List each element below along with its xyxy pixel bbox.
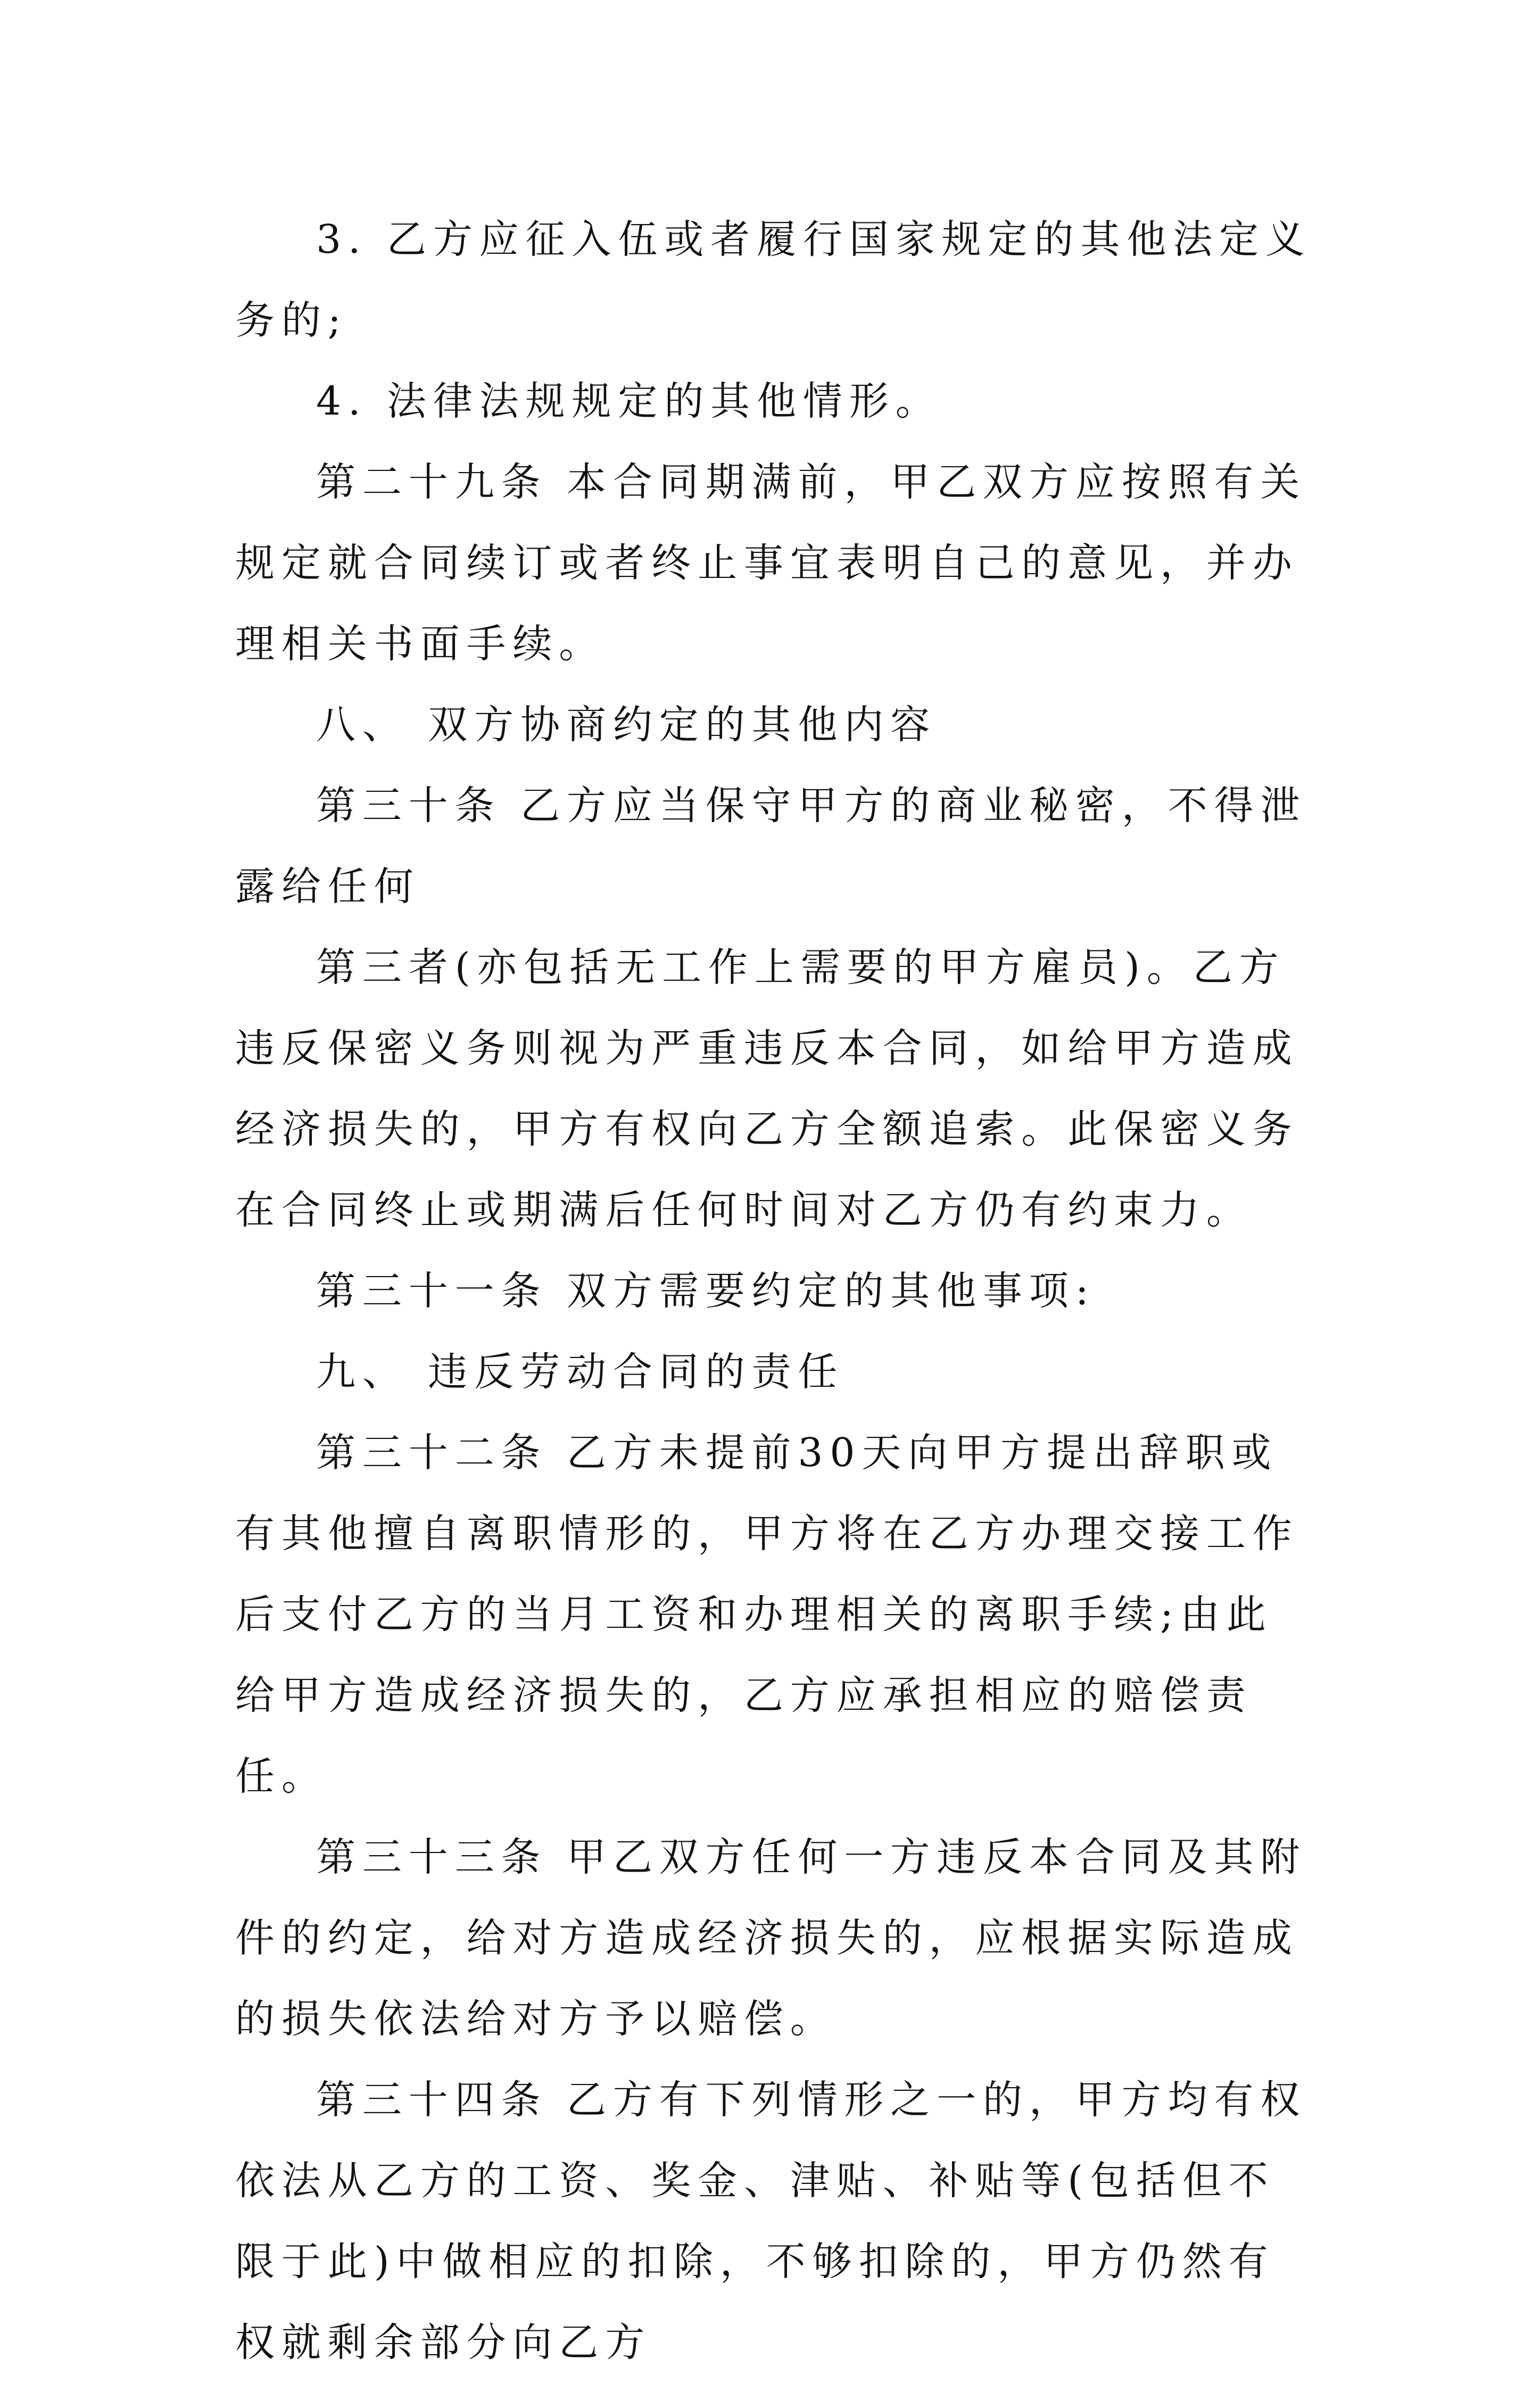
- paragraph-clause-4: 4. 法律法规规定的其他情形。: [316, 378, 942, 424]
- document-body: [235, 199, 1315, 2383]
- paragraph-article-29: 第二十九条 本合同期满前，甲乙双方应按照有关规定就合同续订或者终止事宜表明自己的意见，并办理相关书面手续。: [235, 459, 1307, 667]
- paragraph-article-32: 第三十二条 乙方未提前30天向甲方提出辞职或有其他擅自离职情形的，甲方将在乙方办理交接工作后支付乙方的当月工资和办理相关的离职手续;由此给甲方造成经济损失的，乙方应承担相应的赔偿责任。: [235, 1430, 1299, 1799]
- paragraph-article-34: 第三十四条 乙方有下列情形之一的，甲方均有权依法从乙方的工资、奖金、津贴、补贴等(包括但不限于此)中做相应的扣除，不够扣除的，甲方仍然有权就剩余部分向乙方: [235, 2077, 1307, 2365]
- section-heading-9: 九、 违反劳动合同的责任: [316, 1349, 844, 1395]
- paragraph-article-33: 第三十三条 甲乙双方任何一方违反本合同及其附件的约定，给对方造成经济损失的，应根据实际造成的损失依法给对方予以赔偿。: [235, 1834, 1307, 2042]
- paragraph-article-30: 第三十条 乙方应当保守甲方的商业秘密，不得泄露给任何: [235, 783, 1307, 909]
- paragraph-clause-3: 3. 乙方应征入伍或者履行国家规定的其他法定义务的;: [235, 217, 1312, 343]
- paragraph-article-31: 第三十一条 双方需要约定的其他事项:: [316, 1268, 1096, 1314]
- paragraph-article-30-continued: 第三者(亦包括无工作上需要的甲方雇员)。乙方违反保密义务则视为严重违反本合同，如给甲方造成经济损失的，甲方有权向乙方全额追索。此保密义务在合同终止或期满后任何时间对乙方仍有约束力。: [235, 945, 1299, 1233]
- section-heading-8: 八、 双方协商约定的其他内容: [316, 702, 937, 748]
